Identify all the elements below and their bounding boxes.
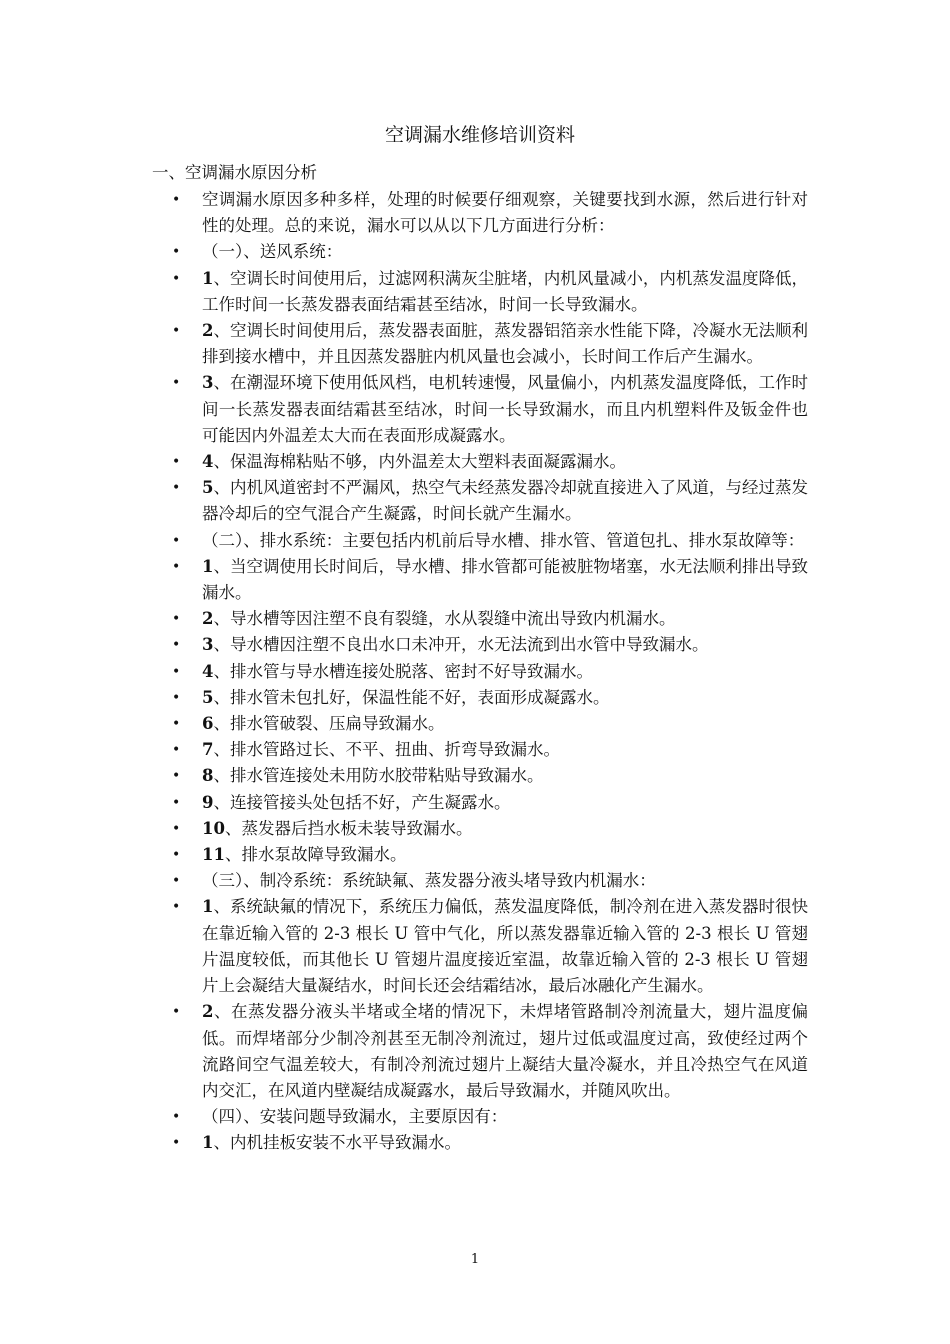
item-number: 4 — [202, 661, 214, 681]
bullet-icon: • — [172, 716, 181, 733]
item-text: 、蒸发器后挡水板未装导致漏水。 — [224, 818, 473, 838]
item-text: （四）、安装问题导致漏水，主要原因有： — [202, 1107, 508, 1127]
list-item — [172, 449, 808, 475]
list-item — [172, 737, 808, 763]
list-item — [172, 187, 808, 239]
bullet-icon: • — [172, 532, 181, 549]
list-item — [172, 239, 808, 265]
list-item — [172, 894, 808, 999]
item-number: 11 — [202, 845, 225, 865]
item-text: 、空调长时间使用后，蒸发器表面脏，蒸发器铝箔亲水性能下降，冷凝水无法顺利排到接水槽中，并且因蒸发器脏内机风量也会减小，长时间工作后产生漏水。 — [202, 321, 808, 367]
bullet-icon: • — [172, 663, 181, 680]
item-number: 5 — [202, 478, 214, 498]
list-item — [172, 816, 808, 842]
list-item — [172, 868, 808, 894]
list-item — [172, 685, 808, 711]
list-item — [172, 659, 808, 685]
item-number: 1 — [202, 1133, 214, 1153]
bullet-icon: • — [172, 323, 181, 340]
list-item — [172, 763, 808, 789]
item-text: 、空调长时间使用后，过滤网积满灰尘脏堵，内机风量减小，内机蒸发温度降低，工作时间一长蒸发器表面结霜甚至结冰，时间一长导致漏水。 — [202, 268, 808, 314]
item-number: 2 — [202, 609, 214, 629]
bullet-icon: • — [172, 244, 181, 261]
list-item — [172, 1130, 808, 1156]
item-number: 2 — [202, 321, 214, 341]
item-text: 、排水管未包扎好，保温性能不好，表面形成凝露水。 — [213, 687, 610, 707]
item-number: 6 — [202, 714, 214, 734]
bullet-icon: • — [172, 611, 181, 628]
item-text: 、导水槽因注塑不良出水口未冲开，水无法流到出水管中导致漏水。 — [213, 635, 709, 655]
bullet-icon: • — [172, 847, 181, 864]
bullet-icon: • — [172, 794, 181, 811]
list-item — [172, 318, 808, 370]
item-text: 、保温海棉粘贴不够，内外温差太大塑料表面凝露漏水。 — [213, 452, 626, 472]
item-text: 、在潮湿环境下使用低风档，电机转速慢，风量偏小，内机蒸发温度降低，工作时间一长蒸发器表面结霜甚至结冰，时间一长导致漏水，而且内机塑料件及钣金件也可能因内外温差太大而在表面形成凝露水。 — [202, 373, 808, 445]
bullet-icon: • — [172, 558, 181, 575]
list-item — [172, 999, 808, 1104]
list-item — [172, 475, 808, 527]
document-title: 空调漏水维修培训资料 — [384, 124, 575, 146]
list-item — [172, 711, 808, 737]
item-text: （二）、排水系统：主要包括内机前后导水槽、排水管、管道包扎、排水泵故障等： — [202, 530, 805, 550]
item-text: 、排水泵故障导致漏水。 — [224, 845, 407, 865]
item-text: 、系统缺氟的情况下，系统压力偏低，蒸发温度降低，制冷剂在进入蒸发器时很快在靠近输入管的 2-3 根长 U 管中气化，所以蒸发器靠近输入管的 2-3 根长 U 管翅片温度较低，而其他长 U 管翅片温度接近室温，故靠近输入管的 2-3 根长 U 管翅片上会凝结大量凝结水，时间长还会结霜结冰，最后冰融化产生漏水。 — [202, 897, 808, 996]
item-text: 空调漏水原因多种多样，处理的时候要仔细观察，关键要找到水源，然后进行针对性的处理。总的来说，漏水可以从以下几方面进行分析： — [202, 190, 808, 236]
item-number: 1 — [202, 268, 214, 288]
item-text: 、内机风道密封不严漏风，热空气未经蒸发器冷却就直接进入了风道，与经过蒸发器冷却后的空气混合产生凝露，时间长就产生漏水。 — [202, 478, 808, 524]
item-text: 、连接管接头处包括不好，产生凝露水。 — [213, 792, 511, 812]
item-number: 2 — [202, 1002, 214, 1022]
item-text: （一）、送风系统： — [202, 242, 343, 262]
bullet-icon: • — [172, 454, 181, 471]
bullet-icon: • — [172, 192, 181, 208]
item-number: 10 — [202, 818, 225, 838]
item-text: 、排水管破裂、压扁导致漏水。 — [213, 714, 445, 734]
bullet-icon: • — [172, 1109, 181, 1126]
bullet-icon: • — [172, 873, 181, 890]
bullet-icon: • — [172, 480, 181, 497]
item-number: 7 — [202, 740, 214, 760]
item-number: 9 — [202, 792, 214, 812]
list-item — [172, 370, 808, 449]
bullet-icon: • — [172, 375, 181, 392]
list-item — [172, 790, 808, 816]
bullet-icon: • — [172, 270, 181, 287]
item-text: 、内机挂板安装不水平导致漏水。 — [213, 1133, 461, 1153]
item-number: 8 — [202, 766, 214, 786]
bullet-list — [0, 187, 950, 1157]
item-number: 1 — [202, 897, 214, 917]
item-text: 、排水管连接处未用防水胶带粘贴导致漏水。 — [213, 766, 544, 786]
item-text: 、排水管路过长、不平、扭曲、折弯导致漏水。 — [213, 740, 560, 760]
bullet-icon: • — [172, 820, 181, 837]
list-item — [172, 554, 808, 606]
item-text: 、当空调使用长时间后，导水槽、排水管都可能被脏物堵塞，水无法顺利排出导致漏水。 — [202, 556, 808, 603]
item-number: 3 — [202, 373, 214, 393]
list-item — [172, 528, 808, 554]
bullet-icon: • — [172, 768, 181, 785]
bullet-icon: • — [172, 689, 181, 706]
bullet-icon: • — [172, 637, 181, 654]
bullet-icon: • — [172, 1135, 181, 1152]
item-text: 、排水管与导水槽连接处脱落、密封不好导致漏水。 — [213, 661, 593, 681]
item-number: 4 — [202, 452, 214, 472]
list-item — [172, 842, 808, 868]
bullet-icon: • — [172, 1004, 181, 1021]
item-number: 1 — [202, 556, 214, 576]
item-text: 、在蒸发器分液头半堵或全堵的情况下，未焊堵管路制冷剂流量大，翅片温度偏低。而焊堵部分少制冷剂甚至无制冷剂流过，翅片过低或温度过高，致使经过两个流路间空气温差较大，有制冷剂流过翅片上凝结大量冷凝水，并且冷热空气在风道内交汇，在风道内壁凝结成凝露水，最后导致漏水，并随风吹出。 — [202, 1002, 808, 1100]
bullet-icon: • — [172, 742, 181, 759]
item-number: 3 — [202, 635, 214, 655]
bullet-icon: • — [172, 899, 181, 916]
page-number: 1 — [470, 1252, 480, 1267]
list-item — [172, 266, 808, 318]
section-heading: 一、空调漏水原因分析 — [152, 163, 317, 182]
item-number: 5 — [202, 687, 214, 707]
item-text: 、导水槽等因注塑不良有裂缝，水从裂缝中流出导致内机漏水。 — [213, 609, 676, 629]
list-item — [172, 1104, 808, 1130]
item-text: （三）、制冷系统：系统缺氟、蒸发器分液头堵导致内机漏水： — [202, 871, 656, 891]
list-item — [172, 606, 808, 632]
list-item — [172, 632, 808, 658]
